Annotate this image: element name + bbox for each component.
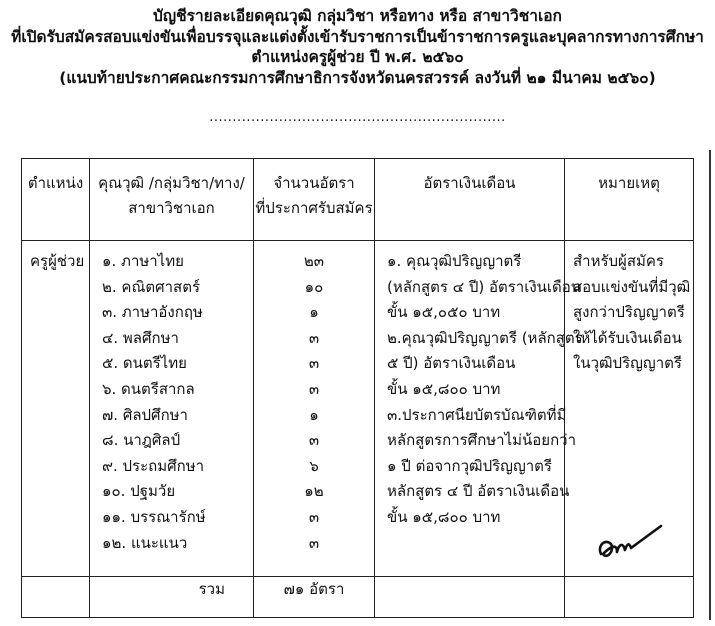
count-value: ๓ <box>308 379 320 398</box>
count-value: ๑๒ <box>304 482 324 501</box>
count-value: ๒๓ <box>303 252 325 270</box>
subject-item: ๖. ดนตรีสากล <box>102 379 195 398</box>
header-position: ตำแหน่ง <box>22 159 90 241</box>
position-name: ครูผู้ช่วย <box>30 252 85 270</box>
heading-line-4: (แนบท้ายประกาศคณะกรรมการศึกษาธิการจังหวัดนครสวรรค์ ลงวันที่ ๒๑ มีนาคม ๒๕๖๐) <box>59 68 656 87</box>
dotted-separator: ................................................................ <box>209 110 506 125</box>
remark-line: สูงกว่าปริญญาตรี <box>573 303 685 322</box>
counts-cell <box>254 241 375 577</box>
total-empty-cell <box>22 577 90 618</box>
subject-item: ๒. คณิตศาสตร์ <box>102 277 201 296</box>
count-value: ๑ <box>309 303 319 322</box>
header-qualification: คุณวุฒิ /กลุ่มวิชา/ทาง/ สาขาวิชาเอก <box>90 159 254 241</box>
position-cell <box>22 241 90 577</box>
salary-line: ๕ ปี) อัตราเงินเดือน <box>387 354 516 373</box>
subjects-cell <box>90 241 254 577</box>
salary-line: (หลักสูตร ๔ ปี) อัตราเงินเดือน <box>387 277 582 296</box>
subject-item: ๔. พลศึกษา <box>102 328 179 347</box>
table-row <box>22 241 694 577</box>
handwritten-signature <box>595 518 663 566</box>
total-row <box>22 577 694 618</box>
count-value: ๑ <box>309 405 319 424</box>
remark-line: ให้ได้รับเงินเดือน <box>573 328 682 347</box>
count-value: ๓ <box>308 328 320 347</box>
salary-line: หลักสูตรการศึกษาไม่น้อยกว่า <box>387 431 577 450</box>
subject-item: ๕. ดนตรีไทย <box>102 354 187 373</box>
subject-item: ๑๒. แนะแนว <box>102 533 188 552</box>
remark-line: สำหรับผู้สมัคร <box>573 252 664 270</box>
positions-table <box>21 158 694 618</box>
heading-line-3: ตำแหน่งครูผู้ช่วย ปี พ.ศ. ๒๕๖๐ <box>251 48 464 66</box>
header-salary: อัตราเงินเดือน <box>375 159 565 241</box>
salary-line: ขั้น ๑๕,๐๕๐ บาท <box>387 303 501 322</box>
salary-line: ๑ ปี ต่อจากวุฒิปริญญาตรี <box>387 456 552 475</box>
salary-line: หลักสูตร ๔ ปี อัตราเงินเดือน <box>387 482 570 501</box>
subject-item: ๙. ประถมศึกษา <box>102 456 205 475</box>
subject-item: ๑. ภาษาไทย <box>102 252 184 270</box>
subject-item: ๘. นาฎศิลป์ <box>102 431 181 450</box>
subject-item: ๑๑. บรรณารักษ์ <box>102 507 206 526</box>
salary-line: ขั้น ๑๕,๘๐๐ บาท <box>387 379 501 398</box>
table-header-row <box>22 159 694 241</box>
count-value: ๖ <box>309 456 319 475</box>
remark-line: สอบแข่งขันที่มีวุฒิ <box>573 277 691 296</box>
salary-cell <box>375 241 583 577</box>
header-remark: หมายเหตุ <box>565 159 694 241</box>
salary-line: ๒.คุณวุฒิปริญญาตรี (หลักสูตร <box>387 328 583 347</box>
total-empty-cell <box>375 577 565 618</box>
count-value: ๓ <box>308 507 320 526</box>
subject-item: ๗. ศิลปศึกษา <box>102 405 188 424</box>
header-count: จำนวนอัตรา ที่ประกาศรับสมัคร <box>254 159 375 241</box>
scan-edge-line <box>709 150 711 620</box>
count-value: ๓ <box>308 431 320 450</box>
total-label: รวม <box>90 577 254 618</box>
count-value: ๑๐ <box>304 277 324 296</box>
subject-item: ๓. ภาษาอังกฤษ <box>102 303 203 322</box>
heading-line-2: ที่เปิดรับสมัครสอบแข่งขันเพื่อบรรจุและแต่งตั้งเข้ารับราชการเป็นข้าราชการครูและบุคลากรทางการศึกษา <box>11 27 704 46</box>
salary-line: ๑. คุณวุฒิปริญญาตรี <box>387 252 522 270</box>
count-value: ๓ <box>308 533 320 552</box>
document-heading <box>0 6 715 88</box>
salary-line: ขั้น ๑๕,๘๐๐ บาท <box>387 507 501 526</box>
heading-line-1: บัญชีรายละเอียดคุณวุฒิ กลุ่มวิชา หรือทาง หรือ สาขาวิชาเอก <box>153 7 562 25</box>
salary-line: ๓.ประกาศนียบัตรบัณฑิตที่มี <box>387 405 567 424</box>
total-empty-cell <box>565 577 694 618</box>
subject-item: ๑๐. ปฐมวัย <box>102 482 176 501</box>
total-value: ๗๑ อัตรา <box>254 577 375 618</box>
remark-line: ในวุฒิปริญญาตรี <box>573 354 682 373</box>
count-value: ๓ <box>308 354 320 373</box>
